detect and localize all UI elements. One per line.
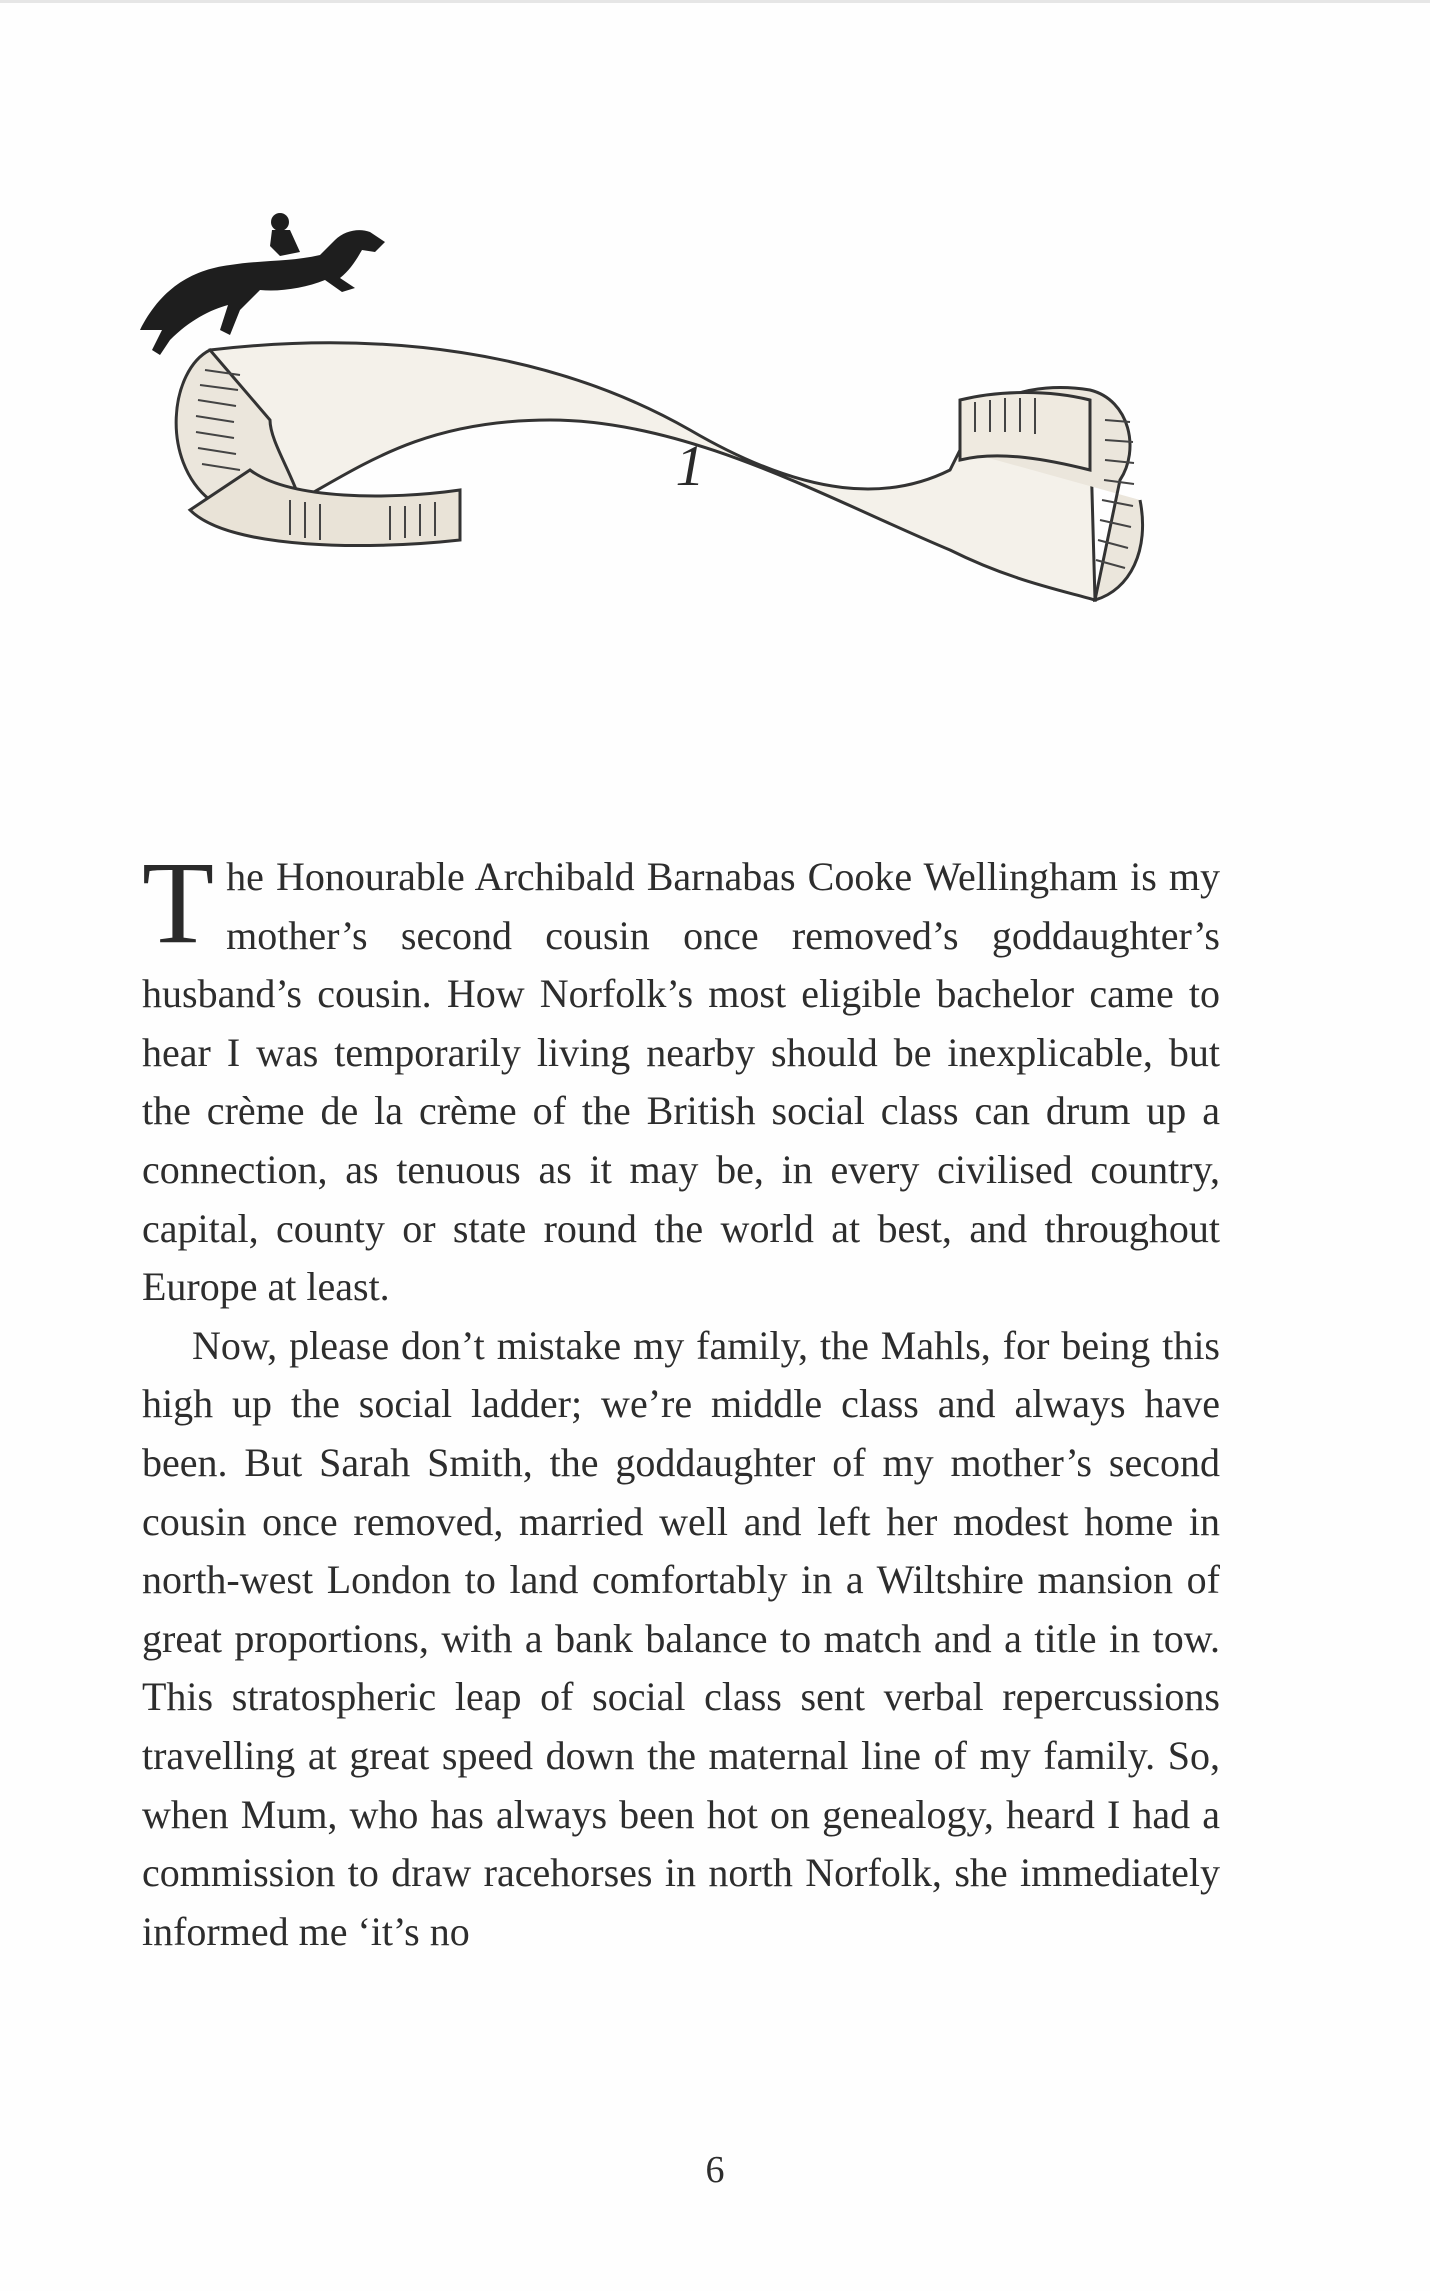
paragraph-text: he Honourable Archibald Barnabas Cooke Wellingham is my mother’s second cousin once removed’s goddaughter’s husband’s cousin. How Norfolk’s most eligible bachelor came to hear I was temporarily living nearby should be inexplicable, but the crème de la crème of the British social class can drum up a connection, as tenuous as it may be, in every civilised country, capital, county or state round the world at best, and throughout Europe at least. [142,854,1220,1310]
paragraph: Now, please don’t mistake my family, the Mahls, for being this high up the social ladder; we’re middle class and always have been. But Sarah Smith, the goddaughter of my mother’s second cousin once removed, married well and left her modest home in north-west London to land comfortably in a Wiltshire mansion of great proportions, with a bank balance to match and a title in tow. This stratospheric leap of social class sent verbal repercussions travelling at great speed down the maternal line of my family. So, when Mum, who has always been hot on genealogy, heard I had a commission to draw racehorses in north Norfolk, she immediately informed me ‘it’s no [142,1322,1220,1954]
page-edge [0,0,1430,3]
chapter-number: 1 [675,433,705,498]
paragraph [142,837,1220,1317]
horse-ribbon-banner-icon [130,170,1250,630]
chapter-header-ornament [130,170,1250,630]
chapter-body-text [142,837,1220,1961]
drop-cap: T [142,837,215,968]
horse-and-rider-silhouette [140,213,385,355]
page-number: 6 [705,2149,725,2191]
